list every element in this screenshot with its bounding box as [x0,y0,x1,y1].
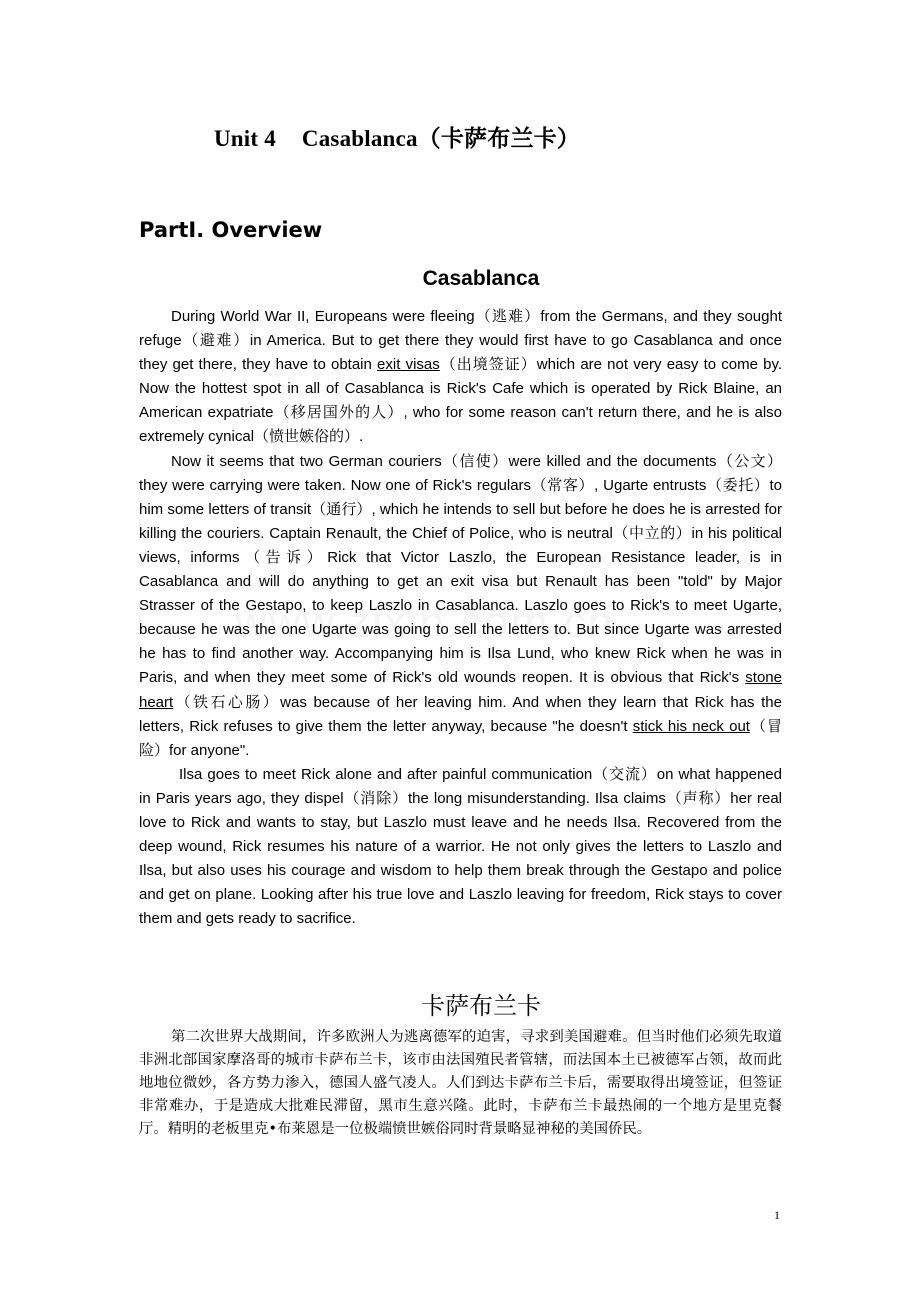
paragraph-2-text-a: Now it seems that two German couriers（信使）were killed and the documents（公文）they were carrying were taken. Now one of Rick's regulars（常客）, Ugarte entrusts（委托）to him some letters of transit（通行）, which he intends to sell but before he does he is arrested for killing the couriers. Captain Renault, the Chief of Police, who is neutral（中立的）in his political views, informs（告诉）Rick that Victor Laszlo, the European Resistance leader, is in Casablanca and will do anything to get an exit visa but Renault has been "told" by Major Strasser of the Gestapo, to keep Laszlo in Casablanca. Laszlo goes to Rick's to meet Ugarte, because he was the one Ugarte was going to sell the letters to. But since Ugarte was arrested he has to find another way. Accompanying him is Ilsa Lund, who knew Rick when he was in Paris, and when they meet some of Rick's old wounds reopen. It is obvious that Rick's [139,452,782,687]
unit-label: Unit 4 [214,126,276,151]
part-title: PartⅠ. Overview [139,218,323,242]
paragraph-1 [139,305,782,450]
paragraph-2-text-c: （冒险）for anyone". [139,717,782,759]
paragraph-1-text-a: During World War II, Europeans were fleeing（逃难）from the Germans, and they sought refuge（避难）in America. But to get there they would first have to go Casablanca and once they get there, they have to obtain [139,308,782,374]
paragraph-1-text-b: （出境签证）which are not very easy to come by. Now the hottest spot in all of Casablanca is Rick's Cafe which is operated by Rick Blaine, an American expatriate（移居国外的人）, who for some reason can't return there, and he is also extremely cynical（愤世嫉俗的）. [139,356,783,446]
term-stone-heart: stone heart [139,669,782,711]
page-number: 1 [774,1208,780,1222]
paragraph-2-text-b: （铁石心肠）was because of her leaving him. And when they learn that Rick has the letters, Rick refuses to give them the letter anyway, because "he doesn't [139,693,782,735]
unit-title [214,120,580,153]
chinese-paragraph-1: 第二次世界大战期间，许多欧洲人为逃离德军的迫害，寻求到美国避难。但当时他们必须先取道非洲北部国家摩洛哥的城市卡萨布兰卡，该市由法国殖民者管辖，而法国本土已被德军占领，故而此地地位微妙，各方势力渗入，德国人盛气凌人。人们到达卡萨布兰卡后，需要取得出境签证，但签证非常难办，于是造成大批难民滞留，黑市生意兴隆。此时，卡萨布兰卡最热闹的一个地方是里克餐厅。精明的老板里克•布莱恩是一位极端愤世嫉俗同时背景略显神秘的美国侨民。 [139,1029,782,1137]
watermark [235,598,614,648]
term-exit-visas: exit visas [377,356,440,374]
chinese-section-title: 卡萨布兰卡 [421,992,541,1020]
english-section-title: Casablanca [422,267,540,290]
unit-heading: Casablanca（卡萨布兰卡） [301,126,581,151]
chinese-body [139,1026,782,1141]
paragraph-3: Ilsa goes to meet Rick alone and after painful communication（交流）on what happened in Paris years ago, they dispel（消除）the long misunderstanding. Ilsa claims（声称）her real love to Rick and wants to stay, but Laszlo must leave and he needs Ilsa. Recovered from the deep wound, Rick resumes his nature of a warrior. He not only gives the letters to Laszlo and Ilsa, but also uses his courage and wisdom to help them break through the Gestapo and police and get on plane. Looking after his true love and Laszlo leaving for freedom, Rick stays to cover them and gets ready to sacrifice. [139,765,782,928]
term-stick-neck-out: stick his neck out [632,717,750,735]
